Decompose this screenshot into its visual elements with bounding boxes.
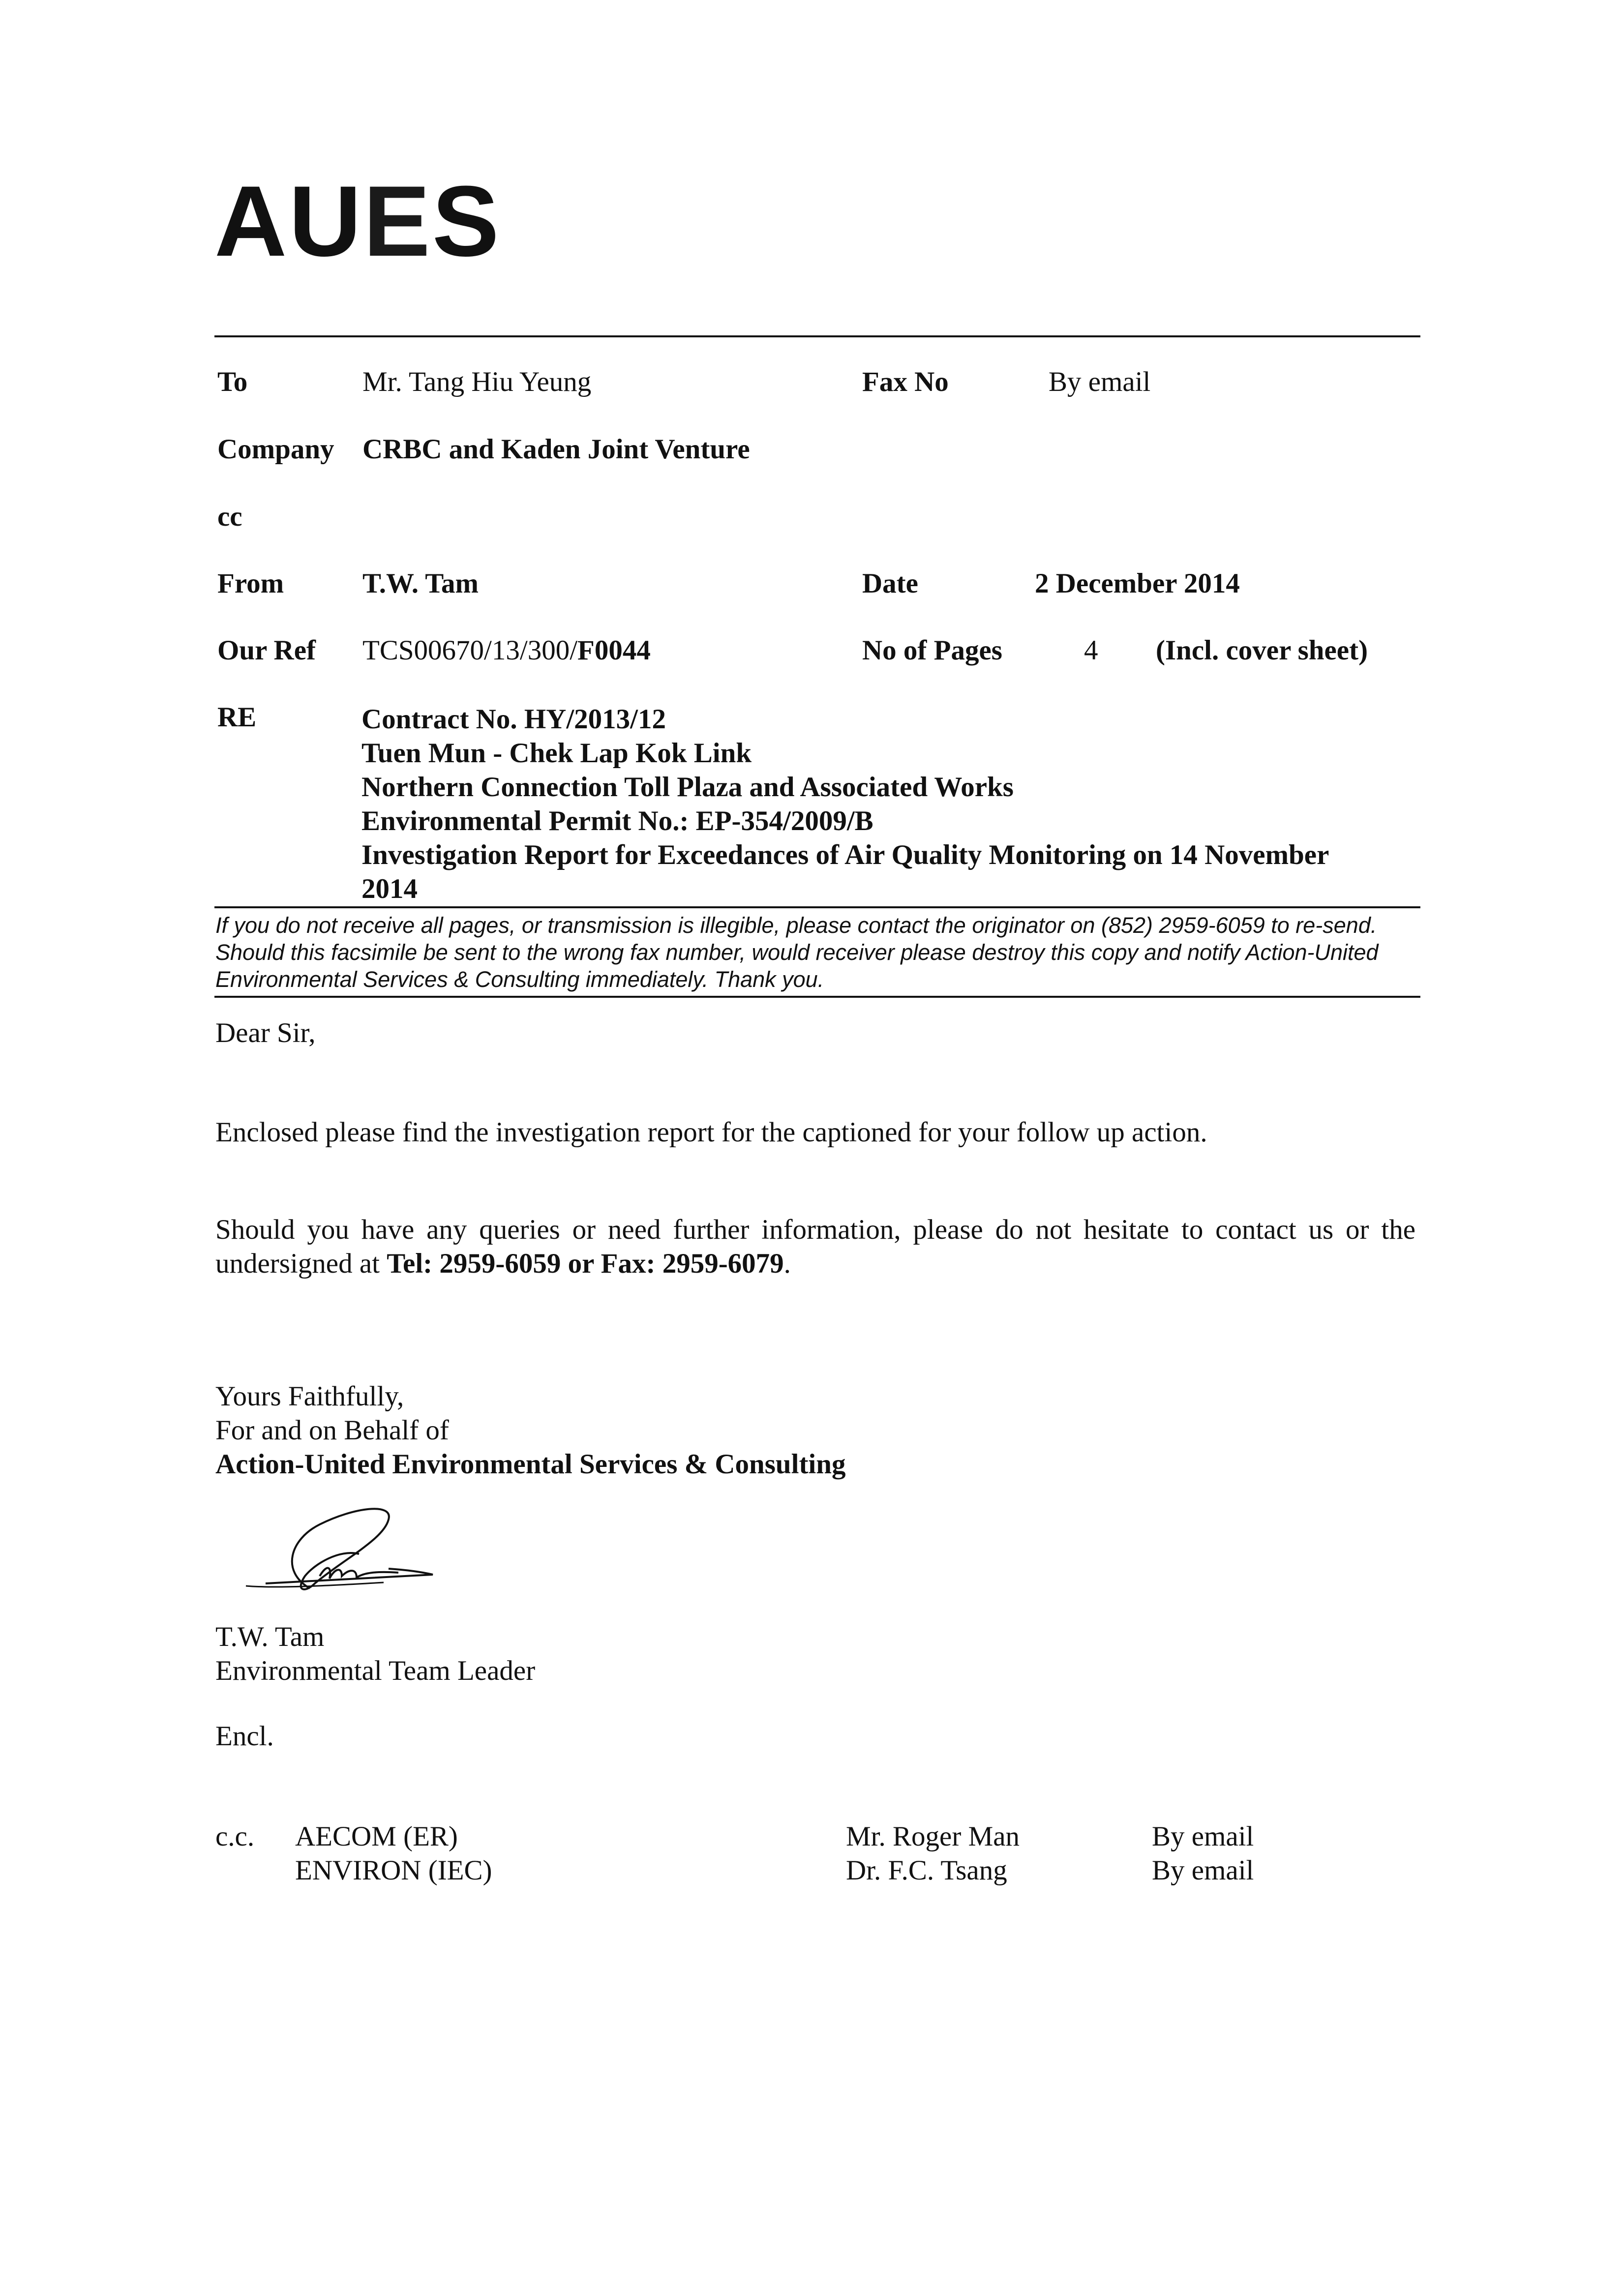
notice-top-rule bbox=[214, 906, 1420, 908]
logo-text-e: E bbox=[363, 165, 432, 277]
ref-label: Our Ref bbox=[217, 635, 316, 666]
logo-text-au: AU bbox=[214, 165, 363, 277]
cc-method: By email bbox=[1152, 1855, 1254, 1886]
salutation: Dear Sir, bbox=[215, 1017, 316, 1048]
fax-label: Fax No bbox=[862, 366, 949, 397]
date-label: Date bbox=[862, 568, 918, 599]
ref-value-bold: F0044 bbox=[577, 635, 651, 666]
from-value: T.W. Tam bbox=[362, 568, 479, 599]
ref-value-plain: TCS00670/13/300/ bbox=[362, 635, 578, 666]
to-value: Mr. Tang Hiu Yeung bbox=[362, 366, 592, 397]
cc-org: ENVIRON (IEC) bbox=[295, 1855, 492, 1886]
company-value: CRBC and Kaden Joint Venture bbox=[362, 434, 750, 465]
from-label: From bbox=[217, 568, 284, 599]
logo-text-s: S bbox=[432, 165, 501, 277]
ref-value bbox=[362, 636, 651, 664]
re-line: Tuen Mun - Chek Lap Kok Link bbox=[361, 738, 752, 769]
body-paragraph-1: Enclosed please find the investigation report for the captioned for your follow up action. bbox=[215, 1117, 1207, 1148]
re-line: Northern Connection Toll Plaza and Associated Works bbox=[361, 772, 1014, 803]
pages-value: 4 bbox=[1084, 635, 1098, 666]
transmission-notice: If you do not receive all pages, or transmission is illegible, please contact the originator on (852) 2959-6059 to re-send. Should this facsimile be sent to the wrong fax number, would receiver please destroy this copy and notify Action-United Environmental Services & Consulting immediately. Thank you. bbox=[215, 913, 1379, 992]
company-logo bbox=[214, 165, 501, 277]
signatory-title: Environmental Team Leader bbox=[215, 1655, 536, 1686]
closing-line-2: For and on Behalf of bbox=[215, 1415, 449, 1446]
to-label: To bbox=[217, 366, 248, 397]
notice-bottom-rule bbox=[214, 996, 1420, 998]
fax-value: By email bbox=[1049, 366, 1151, 397]
cc-method: By email bbox=[1152, 1821, 1254, 1852]
re-line: Contract No. HY/2013/12 bbox=[361, 704, 666, 735]
pages-note: (Incl. cover sheet) bbox=[1156, 635, 1368, 666]
para2-end: . bbox=[783, 1248, 791, 1279]
cc-list-label: c.c. bbox=[215, 1821, 255, 1852]
cc-person: Dr. F.C. Tsang bbox=[846, 1855, 1007, 1886]
re-line: Environmental Permit No.: EP-354/2009/B bbox=[361, 805, 873, 836]
cc-person: Mr. Roger Man bbox=[846, 1821, 1020, 1852]
re-subject bbox=[361, 702, 1375, 906]
header-top-rule bbox=[214, 335, 1420, 337]
pages-label: No of Pages bbox=[862, 635, 1002, 666]
enclosure-note: Encl. bbox=[215, 1721, 274, 1752]
para2-text: Should you have any queries or need further information, please do not hesitate to contact us or the undersigned at bbox=[215, 1214, 1415, 1279]
handwritten-signature bbox=[236, 1485, 452, 1603]
closing-company: Action-United Environmental Services & Consulting bbox=[215, 1449, 846, 1480]
body-paragraph-2 bbox=[215, 1213, 1415, 1281]
contact-numbers: Tel: 2959-6059 or Fax: 2959-6079 bbox=[387, 1248, 784, 1279]
re-label: RE bbox=[217, 702, 257, 733]
cc-org: AECOM (ER) bbox=[295, 1821, 458, 1852]
closing-line-1: Yours Faithfully, bbox=[215, 1381, 404, 1412]
date-value: 2 December 2014 bbox=[1035, 568, 1240, 599]
cc-label: cc bbox=[217, 501, 242, 532]
re-line: Investigation Report for Exceedances of Air Quality Monitoring on 14 November 2014 bbox=[361, 839, 1329, 904]
signatory-name: T.W. Tam bbox=[215, 1621, 325, 1652]
company-label: Company bbox=[217, 434, 334, 465]
